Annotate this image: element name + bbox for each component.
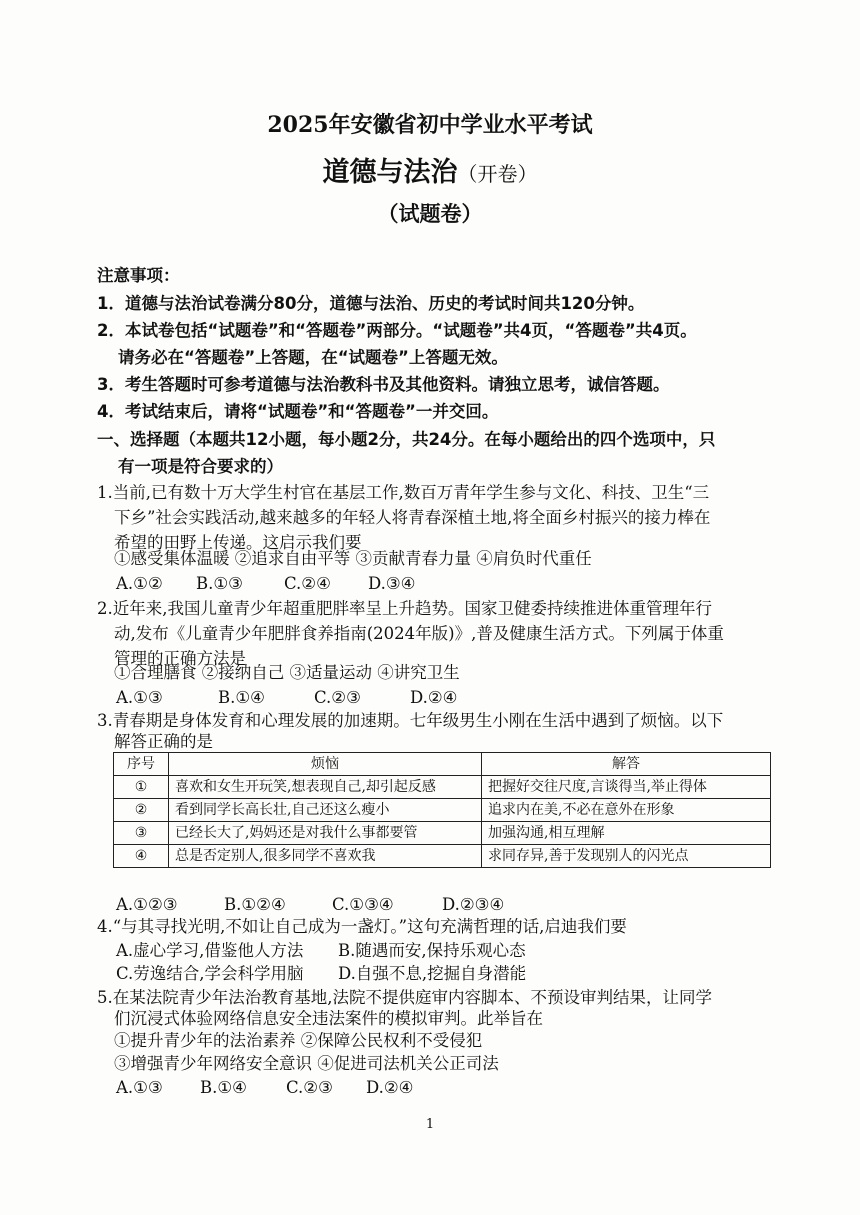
question-stem: 5.在某法院青少年法治教育基地,法院不提供庭审内容脚本、不预设审判结果，让同学 [97,988,712,1007]
subject-name: 道德与法治 [322,157,458,188]
table-row [114,822,771,845]
question-statements: ①合理膳食 ②接纳自己 ③适量运动 ④讲究卫生 [114,663,460,682]
option: A.虚心学习,借鉴他人方法 [116,941,304,960]
option: D.②③④ [442,895,505,914]
option: D.②④ [366,1078,414,1097]
question-stem: 2.近年来,我国儿童青少年超重肥胖率呈上升趋势。国家卫健委持续推进体重管理年行 [97,599,712,618]
table-cell: ③ [114,822,169,845]
notice-item: 请务必在“答题卷”上答题，在“试题卷”上答题无效。 [118,348,508,367]
table-cell: 求同存异,善于发现别人的闪光点 [482,845,771,868]
option: B.①③ [196,574,243,593]
table-cell: 把握好交往尺度,言谈得当,举止得体 [482,776,771,799]
table-header: 烦恼 [169,753,482,776]
notice-heading: 注意事项： [97,266,180,285]
table-header: 解答 [482,753,771,776]
answer-options [116,687,457,709]
notice-item: 3．考生答题时可参考道德与法治教科书及其他资料。请独立思考，诚信答题。 [97,375,670,394]
question-stem: 管理的正确方法是 [114,649,246,668]
answer-options [116,573,415,595]
answer-options [116,1077,413,1099]
question-statements: ①感受集体温暖 ②追求自由平等 ③贡献青春力量 ④肩负时代重任 [114,549,592,568]
table-header-row [114,753,771,776]
exam-title: 2025年安徽省初中学业水平考试 [267,112,593,138]
table-row [114,799,771,822]
table-cell: ① [114,776,169,799]
answer-options [116,963,526,985]
table-row [114,776,771,799]
option: D.自强不息,挖掘自身潜能 [338,964,527,983]
question-statements: ③增强青少年网络安全意识 ④促进司法机关公正司法 [114,1054,499,1073]
option: A.①③ [116,1078,163,1097]
question-stem: 3.青春期是身体发育和心理发展的加速期。七年级男生小刚在生活中遇到了烦恼。以下 [97,711,724,730]
subject-note: （开卷） [457,162,538,186]
subject-title [0,150,860,189]
table-row [114,845,771,868]
option: A.①②③ [116,895,178,914]
page-number: 1 [425,1117,435,1132]
option: A.①② [116,574,163,593]
option: B.①④ [200,1078,247,1097]
option: C.②③ [314,688,361,707]
notice-item: 2．本试卷包括“试题卷”和“答题卷”两部分。“试题卷”共4页，“答题卷”共4页。 [97,321,697,340]
table-cell: ④ [114,845,169,868]
option: B.随遇而安,保持乐观心态 [338,941,526,960]
option: B.①④ [218,688,265,707]
table-header: 序号 [114,753,169,776]
question-stem: 1.当前,已有数十万大学生村官在基层工作,数百万青年学生参与文化、科技、卫生“三 [97,483,710,502]
table-cell: 加强沟通,相互理解 [482,822,771,845]
section-heading: 一、选择题（本题共12小题，每小题2分，共24分。在每小题给出的四个选项中，只 [97,430,716,449]
table-cell: 追求内在美,不必在意外在形象 [482,799,771,822]
question-stem: 下乡”社会实践活动,越来越多的年轻人将青春深植土地,将全面乡村振兴的接力棒在 [114,508,711,527]
notice-item: 4．考试结束后，请将“试题卷”和“答题卷”一并交回。 [97,402,499,421]
option: A.①③ [116,688,163,707]
table-cell: 总是否定别人,很多同学不喜欢我 [169,845,482,868]
option: C.劳逸结合,学会科学用脑 [116,964,304,983]
question-stem: 们沉浸式体验网络信息安全违法案件的模拟审判。此举旨在 [114,1009,543,1028]
option: C.①③④ [332,895,394,914]
question-stem: 动,发布《儿童青少年肥胖食养指南(2024年版)》,普及健康生活方式。下列属于体重 [114,624,724,643]
notice-item: 1．道德与法治试卷满分80分，道德与法治、历史的考试时间共120分钟。 [97,294,645,313]
option: C.②③ [286,1078,333,1097]
option: D.③④ [368,574,416,593]
worry-answer-table [113,752,771,868]
answer-options [116,940,526,962]
answer-options [116,894,504,916]
table-cell: 喜欢和女生开玩笑,想表现自己,却引起反感 [169,776,482,799]
question-stem: 希望的田野上传递。这启示我们要 [114,533,362,552]
question-stem: 4.“与其寻找光明,不如让自己成为一盏灯。”这句充满哲理的话,启迪我们要 [97,917,627,936]
option: C.②④ [284,574,331,593]
option: D.②④ [410,688,458,707]
section-heading: 有一项是符合要求的） [118,457,283,476]
option: B.①②④ [224,895,286,914]
table-cell: 看到同学长高长壮,自己还这么瘦小 [169,799,482,822]
table-cell: 已经长大了,妈妈还是对我什么事都要管 [169,822,482,845]
question-statements: ①提升青少年的法治素养 ②保障公民权利不受侵犯 [114,1031,483,1050]
paper-type: （试题卷） [377,201,483,226]
question-stem: 解答正确的是 [114,732,213,751]
table-cell: ② [114,799,169,822]
